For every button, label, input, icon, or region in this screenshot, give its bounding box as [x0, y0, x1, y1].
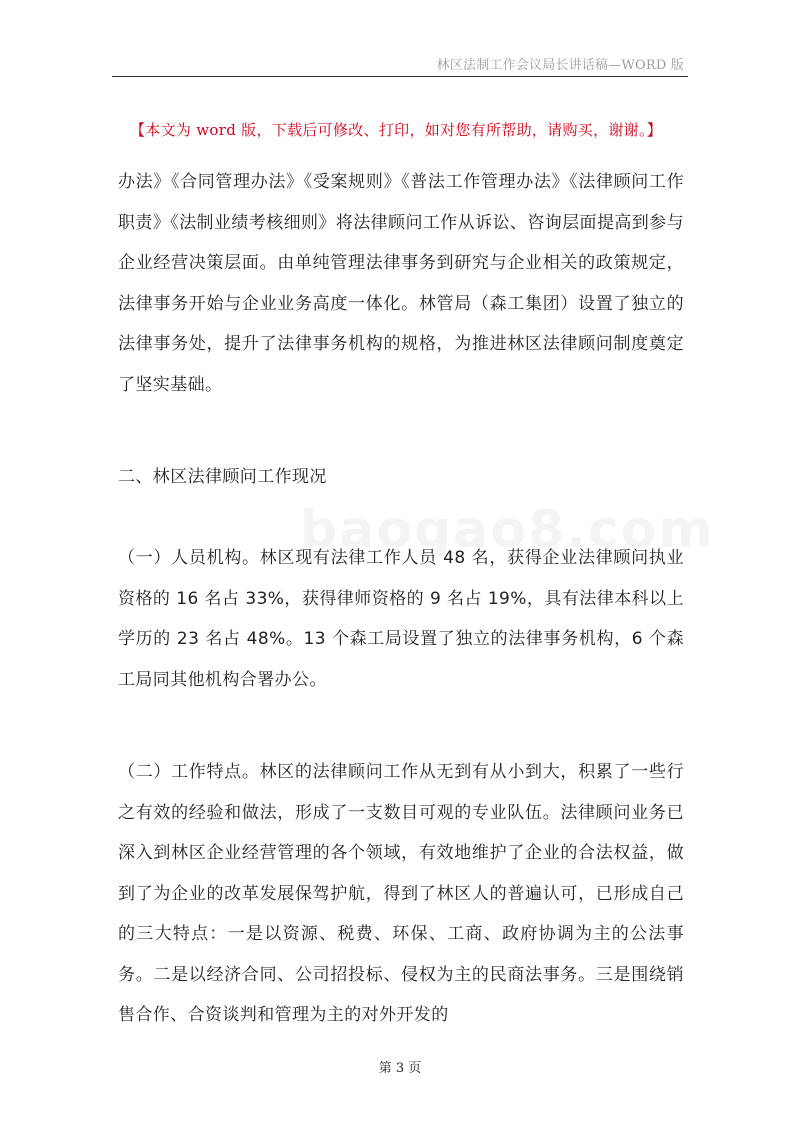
download-notice: 【本文为 word 版，下载后可修改、打印，如对您有所帮助，请购买，谢谢。】: [130, 121, 663, 139]
document-header-title: 林区法制工作会议局长讲话稿—WORD 版: [436, 58, 684, 73]
page-number: 第 3 页: [378, 1061, 422, 1076]
body-paragraph: （二）工作特点。林区的法律顾问工作从无到有从小到大，积累了一些行之有效的经验和做法，形成了一支数目可观的专业队伍。法律顾问业务已深入到林区企业经营管理的各个领域，有效地维护了企业的合法权益，做到了为企业的改革发展保驾护航，得到了林区人的普遍认可，已形成自己的三大特点：一是以资源、税费、环保、工商、政府协调为主的公法事务。二是以经济合同、公司招投标、侵权为主的民商法事务。三是围绕销售合作、合资谈判和管理为主的对外开发的: [118, 762, 684, 1025]
body-paragraph: 办法》《合同管理办法》《受案规则》《普法工作管理办法》《法律顾问工作职责》《法制业绩考核细则》将法律顾问工作从诉讼、咨询层面提高到参与企业经营决策层面。由单纯管理法律事务到研究与企业相关的政策规定，法律事务开始与企业业务高度一体化。林管局（森工集团）设置了独立的法律事务处，提升了法律事务机构的规格，为推进林区法律顾问制度奠定了坚实基础。: [118, 172, 684, 395]
header-divider: [112, 76, 688, 77]
section-heading: 二、林区法律顾问工作现况: [118, 467, 327, 487]
body-paragraph: （一）人员机构。林区现有法律工作人员 48 名，获得企业法律顾问执业资格的 16 名占 33%，获得律师资格的 9 名占 19%，具有法律本科以上学历的 23 名占 48%。13 个森工局设置了独立的法律事务机构，6 个森工局同其他机构合署办公。: [118, 548, 684, 690]
